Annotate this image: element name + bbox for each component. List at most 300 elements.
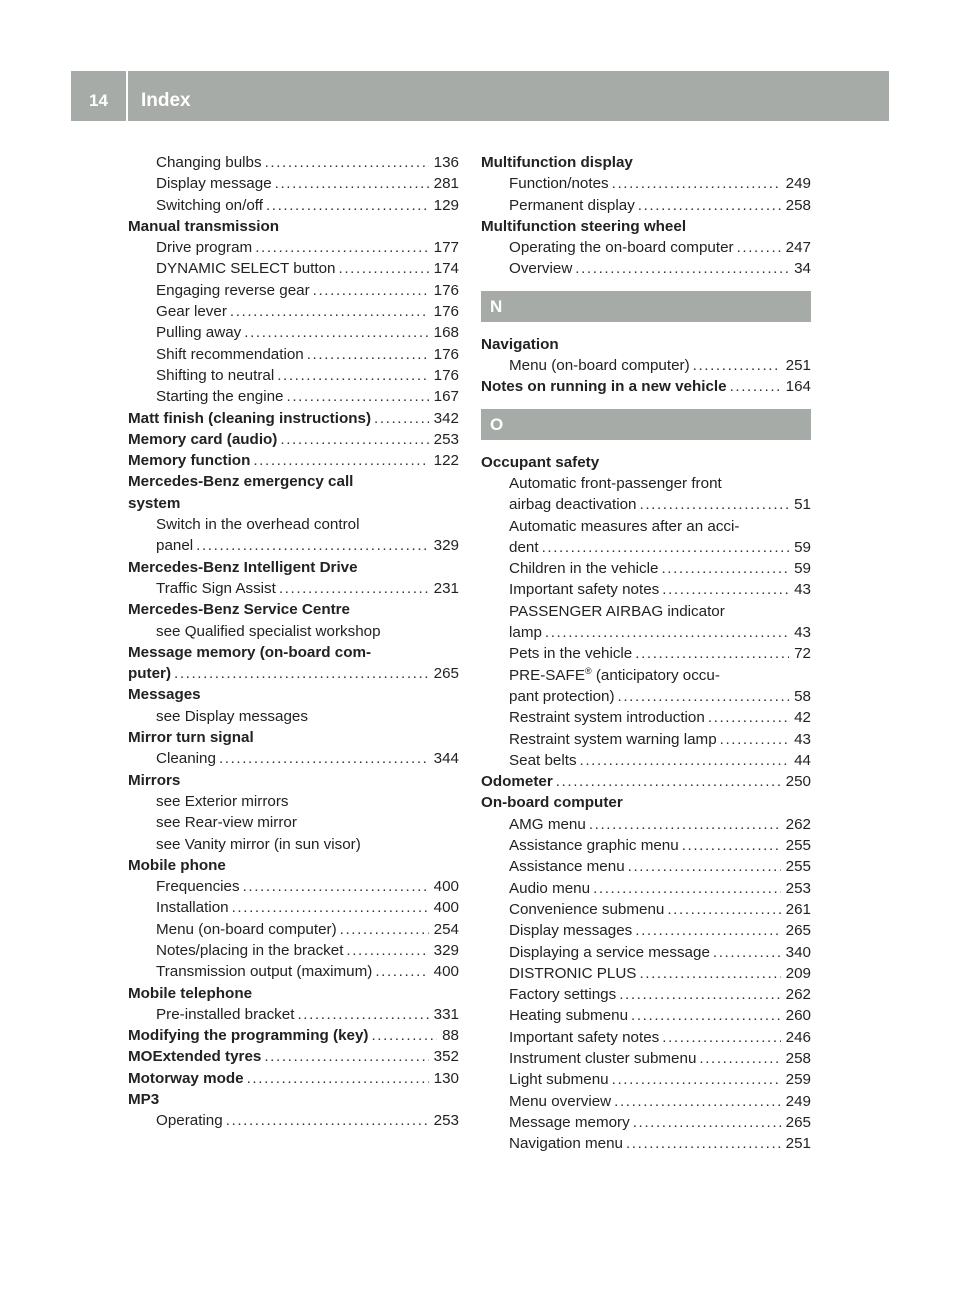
dot-leader [635,920,780,941]
entry-label: Frequencies [156,878,240,896]
entry-label: Memory card (audio) [128,430,278,448]
page-ref[interactable]: 259 [785,1071,811,1089]
page-ref[interactable]: 261 [785,900,811,918]
index-entry[interactable] [128,1025,459,1046]
page-ref[interactable]: 176 [433,345,459,363]
page-ref[interactable]: 331 [433,1005,459,1023]
entry-label: Convenience submenu [509,900,665,918]
dot-leader [682,835,781,856]
index-subentry[interactable] [481,750,811,771]
entry-label: panel [156,537,194,555]
entry-label: Seat belts [509,751,577,769]
page-ref[interactable]: 255 [785,837,811,855]
index-subentry [128,621,459,642]
index-entry [128,216,459,237]
dot-leader [661,558,789,579]
page-ref[interactable]: 344 [433,750,459,768]
dot-leader [639,963,780,984]
entry-label: Modifying the programming (key) [128,1027,369,1045]
dot-leader [196,535,428,556]
index-subentry[interactable] [128,919,459,940]
index-section-header: O [481,409,811,440]
dot-leader [667,899,780,920]
index-subentry[interactable] [128,365,459,386]
entry-label: Instrument cluster submenu [509,1049,697,1067]
entry-label: MP3 [128,1091,160,1109]
dot-leader [730,376,781,397]
dot-leader [253,450,428,471]
page-ref[interactable]: 176 [433,281,459,299]
entry-label: Messages [128,686,201,704]
index-subentry[interactable] [481,856,811,877]
index-subentry[interactable] [128,535,459,556]
index-subentry[interactable] [481,558,811,579]
dot-leader [275,173,429,194]
entry-label: Display messages [509,922,633,940]
dot-leader [339,258,429,279]
dot-leader [575,258,789,279]
entry-label: Message memory [509,1113,630,1131]
index-subentry[interactable] [128,386,459,407]
entry-label: Restraint system introduction [509,709,705,727]
entry-label: Starting the engine [156,388,284,406]
index-subentry[interactable] [481,814,811,835]
page-ref[interactable]: 253 [785,879,811,897]
entry-label: Odometer [481,773,553,791]
entry-label: dent [509,538,539,556]
entry-label: Permanent display [509,196,635,214]
entry-label: Pulling away [156,324,242,342]
entry-label: see Display messages [156,707,308,725]
dot-leader [631,1005,781,1026]
page-ref[interactable]: 42 [794,709,811,727]
page-ref[interactable]: 43 [794,581,811,599]
entry-label: DYNAMIC SELECT button [156,260,336,278]
entry-label: Switching on/off [156,196,263,214]
index-subentry[interactable] [128,961,459,982]
index-subentry[interactable] [128,258,459,279]
page-ref[interactable]: 176 [433,303,459,321]
entry-label: PASSENGER AIRBAG indicator [509,602,725,620]
page-ref[interactable]: 72 [794,645,811,663]
page-ref[interactable]: 176 [433,366,459,384]
page-ref[interactable]: 262 [785,815,811,833]
index-subentry[interactable] [128,322,459,343]
index-entry [128,599,459,620]
entry-text-suffix: (anticipatory occu- [591,666,720,684]
page-ref[interactable]: 174 [433,260,459,278]
entry-label: lamp [509,624,542,642]
index-subentry[interactable] [481,643,811,664]
dot-leader [266,195,429,216]
index-subentry[interactable] [481,1048,811,1069]
dot-leader [277,365,428,386]
index-subentry[interactable] [128,301,459,322]
page-title: Index [141,90,191,111]
index-subentry[interactable] [128,344,459,365]
entry-label: puter) [128,665,172,683]
dot-leader [375,961,428,982]
dot-leader [619,984,780,1005]
dot-leader [618,686,790,707]
index-entry [481,792,811,813]
index-subentry[interactable] [481,984,811,1005]
page-ref[interactable]: 329 [433,941,459,959]
entry-label: Memory function [128,452,251,470]
entry-label: Changing bulbs [156,154,262,171]
entry-label: MOExtended tyres [128,1048,262,1066]
index-subentry[interactable] [128,1004,459,1025]
page-ref[interactable]: 258 [785,1049,811,1067]
page-ref[interactable]: 281 [433,175,459,193]
entry-label: Message memory (on-board com- [128,643,372,661]
index-entry [128,855,459,876]
entry-label: Navigation menu [509,1135,623,1153]
dot-leader [737,237,781,258]
entry-label: AMG menu [509,815,586,833]
dot-leader [297,1004,428,1025]
entry-label: system [128,494,181,512]
page-number: 14 [89,91,108,110]
entry-label: Important safety notes [509,581,660,599]
entry-label: Mobile phone [128,856,226,874]
dot-leader [640,494,790,515]
entry-label: Installation [156,899,229,917]
entry-label: Automatic front-passenger front [509,474,722,492]
page-ref[interactable]: 265 [785,1113,811,1131]
dot-leader [346,940,428,961]
page-ref[interactable]: 329 [433,537,459,555]
index-entry[interactable] [128,429,459,450]
entry-label: Cleaning [156,750,216,768]
page-ref[interactable]: 58 [794,687,811,705]
index-subentry[interactable] [481,707,811,728]
entry-label: Gear lever [156,303,227,321]
page-ref[interactable]: 262 [785,986,811,1004]
page-ref[interactable]: 168 [433,324,459,342]
entry-label: see Rear-view mirror [156,814,297,832]
entry-label: Mobile telephone [128,984,253,1002]
index-subentry[interactable] [481,729,811,750]
index-column-right [481,152,811,1154]
entry-label: Switch in the overhead control [156,516,360,534]
entry-label: Displaying a service message [509,943,710,961]
page-ref[interactable]: 340 [785,943,811,961]
entry-label: Menu (on-board computer) [509,357,690,375]
dot-leader [580,750,790,771]
index-subentry[interactable] [481,258,811,279]
entry-label: Mercedes-Benz emergency call [128,473,354,491]
index-subentry[interactable] [128,940,459,961]
page-ref[interactable]: 209 [785,964,811,982]
entry-label: Multifunction steering wheel [481,217,687,235]
page-ref[interactable]: 251 [785,1135,811,1153]
entry-label: airbag deactivation [509,496,637,514]
page-ref[interactable]: 265 [785,922,811,940]
entry-label: Drive program [156,239,253,257]
index-entry [128,493,459,514]
entry-label: Children in the vehicle [509,560,659,578]
page-ref[interactable]: 253 [433,430,459,448]
index-subentry[interactable] [481,195,811,216]
dot-leader [232,897,429,918]
index-subentry [481,516,811,537]
dot-leader [628,856,781,877]
index-entry[interactable] [481,376,811,397]
dot-leader [633,1112,781,1133]
entry-label: Operating the on-board computer [509,239,734,257]
entry-label: Occupant safety [481,453,600,471]
index-subentry[interactable] [128,1110,459,1131]
entry-label: Multifunction display [481,154,633,171]
page-ref[interactable]: 352 [433,1048,459,1066]
dot-leader [545,622,789,643]
index-subentry[interactable] [481,173,811,194]
dot-leader [244,322,428,343]
index-entry [128,1089,459,1110]
index-subentry[interactable] [128,237,459,258]
index-entry [128,727,459,748]
index-entry [481,452,811,473]
index-entry[interactable] [128,1046,459,1067]
entry-label: On-board computer [481,794,623,812]
entry-label: Operating [156,1112,223,1130]
page-ref[interactable]: 247 [785,239,811,257]
entry-label: Menu overview [509,1092,612,1110]
index-entry [128,983,459,1004]
page-ref[interactable]: 130 [433,1069,459,1087]
index-subentry [128,812,459,833]
index-subentry[interactable] [481,355,811,376]
index-subentry [481,665,811,686]
entry-label: Navigation [481,335,559,353]
page-ref[interactable]: 400 [433,963,459,981]
dot-leader [614,1091,781,1112]
dot-leader [713,942,781,963]
index-subentry[interactable] [481,579,811,600]
index-entry [481,334,811,355]
entry-label: Heating submenu [509,1007,629,1025]
page-ref[interactable]: 260 [785,1007,811,1025]
header-divider [126,71,128,121]
page-ref[interactable]: 246 [785,1028,811,1046]
index-entry[interactable] [128,663,459,684]
page-ref[interactable]: 249 [785,175,811,193]
page-ref[interactable]: 254 [433,920,459,938]
entry-label: Manual transmission [128,217,280,235]
index-subentry[interactable] [481,878,811,899]
entry-label: Function/notes [509,175,609,193]
page-ref[interactable]: 258 [785,196,811,214]
dot-leader [307,344,429,365]
entry-label: Engaging reverse gear [156,281,310,299]
index-subentry [128,706,459,727]
page-ref[interactable]: 250 [785,773,811,791]
dot-leader [243,876,429,897]
index-entry [481,216,811,237]
page-ref[interactable]: 51 [794,496,811,514]
index-subentry[interactable] [481,494,811,515]
page-ref[interactable]: 255 [785,858,811,876]
index-subentry[interactable] [481,622,811,643]
dot-leader [280,429,428,450]
page-ref[interactable]: 129 [433,196,459,214]
dot-leader [708,707,789,728]
page-ref[interactable]: 249 [785,1092,811,1110]
entry-label: Assistance menu [509,858,625,876]
page-ref[interactable]: 253 [433,1112,459,1130]
dot-leader [279,578,429,599]
entry-label: Overview [509,260,573,278]
index-subentry [128,834,459,855]
registered-mark: ® [584,665,592,676]
index-subentry [128,514,459,535]
index-entry[interactable] [128,1068,459,1089]
page-ref[interactable]: 34 [794,260,811,278]
entry-label: Factory settings [509,986,617,1004]
entry-label: Pre-installed bracket [156,1005,295,1023]
dot-leader [635,643,789,664]
entry-label: Mirror turn signal [128,729,254,747]
index-subentry[interactable] [481,963,811,984]
dot-leader [542,537,790,558]
index-subentry[interactable] [481,920,811,941]
index-entry [128,471,459,492]
page-ref[interactable]: 44 [794,751,811,769]
entry-label: Automatic measures after an acci- [509,517,740,535]
dot-leader [264,1046,428,1067]
dot-leader [720,729,789,750]
page-ref[interactable]: 177 [433,239,459,257]
dot-leader [247,1068,429,1089]
dot-leader [626,1133,781,1154]
dot-leader [699,1048,780,1069]
dot-leader [374,408,429,429]
index-entry [481,152,811,173]
index-subentry[interactable] [128,897,459,918]
entry-label: Shifting to neutral [156,366,275,384]
index-subentry[interactable] [128,195,459,216]
index-subentry[interactable] [128,152,459,173]
dot-leader [287,386,429,407]
entry-label: Display message [156,175,272,193]
index-entry [128,770,459,791]
index-section-header: N [481,291,811,322]
index-subentry[interactable] [481,1133,811,1154]
index-subentry[interactable] [481,835,811,856]
index-subentry [481,601,811,622]
entry-label: Audio menu [509,879,591,897]
page-ref[interactable]: 400 [433,899,459,917]
index-subentry[interactable] [481,1005,811,1026]
dot-leader [371,1025,437,1046]
index-subentry[interactable] [481,237,811,258]
page-ref[interactable]: 251 [785,357,811,375]
page-ref[interactable]: 167 [433,388,459,406]
dot-leader [226,1110,429,1131]
entry-label: pant protection) [509,687,615,705]
index-subentry[interactable] [481,899,811,920]
entry-label: Mercedes-Benz Service Centre [128,601,351,619]
entry-label: see Vanity mirror (in sun visor) [156,835,361,853]
entry-label: Motorway mode [128,1069,244,1087]
index-subentry[interactable] [128,280,459,301]
entry-label: see Exterior mirrors [156,792,289,810]
dot-leader [174,663,429,684]
page-ref[interactable]: 265 [433,665,459,683]
index-subentry[interactable] [481,1027,811,1048]
dot-leader [612,173,781,194]
index-subentry[interactable] [128,748,459,769]
page-ref[interactable]: 59 [794,538,811,556]
index-entry [128,642,459,663]
page-ref[interactable]: 88 [442,1027,459,1045]
dot-leader [589,814,781,835]
index-subentry[interactable] [481,1112,811,1133]
index-subentry[interactable] [481,1069,811,1090]
page-ref[interactable]: 43 [794,624,811,642]
page-ref[interactable]: 43 [794,730,811,748]
index-subentry[interactable] [128,173,459,194]
dot-leader [340,919,429,940]
page-ref[interactable]: 136 [433,154,459,171]
dot-leader [313,280,429,301]
entry-label: Transmission output (maximum) [156,963,373,981]
dot-leader [556,771,781,792]
index-entry[interactable] [128,408,459,429]
dot-leader [265,152,429,173]
index-entry [128,684,459,705]
index-entry[interactable] [481,771,811,792]
entry-label: Notes on running in a new vehicle [481,378,727,396]
dot-leader [230,301,429,322]
entry-label: DISTRONIC PLUS [509,964,637,982]
index-subentry [128,791,459,812]
page-ref[interactable]: 342 [433,409,459,427]
dot-leader [255,237,428,258]
index-subentry[interactable] [128,876,459,897]
page-ref[interactable]: 59 [794,560,811,578]
page-ref[interactable]: 164 [785,378,811,396]
entry-label: Important safety notes [509,1028,660,1046]
entry-label: Pets in the vehicle [509,645,633,663]
index-subentry[interactable] [481,1091,811,1112]
entry-label: Notes/placing in the bracket [156,941,344,959]
index-subentry [481,473,811,494]
index-subentry[interactable] [481,686,811,707]
dot-leader [593,878,781,899]
page-header-bar [71,71,889,121]
entry-label: Mercedes-Benz Intelligent Drive [128,558,358,576]
page-ref[interactable]: 400 [433,878,459,896]
entry-label: Menu (on-board computer) [156,920,337,938]
index-subentry[interactable] [481,942,811,963]
entry-label: see Qualified specialist workshop [156,622,381,640]
index-subentry[interactable] [128,578,459,599]
index-column-left [128,152,459,1132]
page-ref[interactable]: 231 [433,579,459,597]
entry-label: Restraint system warning lamp [509,730,717,748]
entry-label: Traffic Sign Assist [156,579,276,597]
dot-leader [612,1069,781,1090]
dot-leader [693,355,781,376]
dot-leader [219,748,429,769]
entry-label: Mirrors [128,771,181,789]
index-subentry[interactable] [481,537,811,558]
entry-label: Light submenu [509,1071,609,1089]
index-entry[interactable] [128,450,459,471]
page-ref[interactable]: 122 [433,452,459,470]
